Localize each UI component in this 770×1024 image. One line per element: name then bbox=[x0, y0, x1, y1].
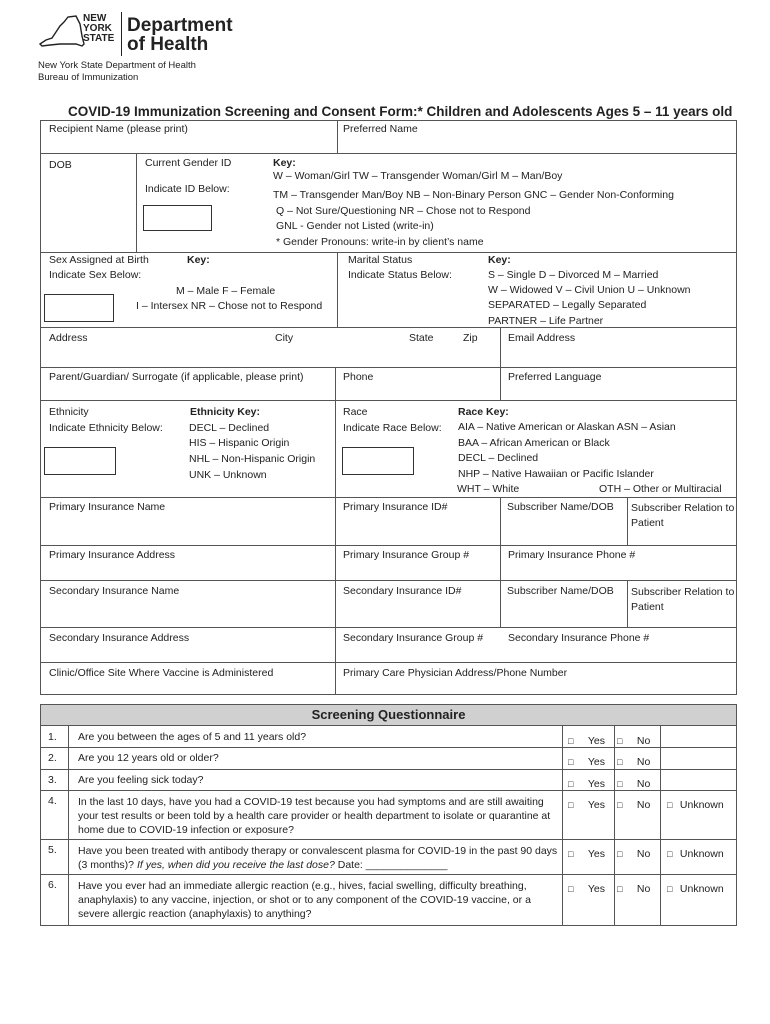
preferred-language-label: Preferred Language bbox=[508, 371, 602, 383]
logo-ny-state: NEW YORK STATE bbox=[83, 13, 115, 44]
yes-label: Yes bbox=[587, 848, 606, 860]
primary-insurance-name-label: Primary Insurance Name bbox=[49, 501, 166, 513]
race-input[interactable] bbox=[342, 447, 414, 475]
subscriber-name-dob-label: Subscriber Name/DOB bbox=[507, 501, 614, 513]
q5-no-option[interactable] bbox=[617, 844, 650, 862]
race-key-line: OTH – Other or Multiracial bbox=[599, 483, 722, 495]
no-label: No bbox=[636, 848, 651, 860]
address-label: Address bbox=[49, 332, 88, 344]
checkbox-icon: □ bbox=[568, 779, 574, 789]
recipient-name-label: Recipient Name (please print) bbox=[49, 123, 188, 135]
questionnaire-title: Screening Questionnaire bbox=[311, 707, 466, 722]
secondary-insurance-name-label: Secondary Insurance Name bbox=[49, 585, 180, 597]
ethnicity-key-line: DECL – Declined bbox=[189, 422, 270, 434]
q2-yes-option[interactable] bbox=[568, 752, 605, 770]
indicate-sex-label: Indicate Sex Below: bbox=[49, 269, 142, 281]
question-number: 4. bbox=[48, 795, 57, 807]
gender-key-line: TM – Transgender Man/Boy NB – Non-Binary Person GNC – Gender Non-Conforming bbox=[273, 189, 674, 201]
checkbox-icon: □ bbox=[617, 736, 623, 746]
race-key-line: AIA – Native American or Alaskan ASN – Asian bbox=[458, 421, 676, 433]
questionnaire-header bbox=[40, 704, 737, 726]
q6-yes-option[interactable] bbox=[568, 879, 605, 897]
secondary-insurance-address-label: Secondary Insurance Address bbox=[49, 632, 190, 644]
question-text-main: Have you been treated with antibody therapy or convalescent plasma for COVID-19 in the past 90 days (3 months)? bbox=[78, 845, 558, 871]
no-label: No bbox=[636, 735, 651, 747]
marital-key-title: Key: bbox=[488, 254, 511, 266]
zip-label: Zip bbox=[463, 332, 478, 344]
question-date-field[interactable]: Date: ______________ bbox=[334, 859, 448, 871]
q3-no-option[interactable] bbox=[617, 774, 650, 792]
yes-label: Yes bbox=[587, 799, 606, 811]
parent-guardian-label: Parent/Guardian/ Surrogate (if applicable, please print) bbox=[49, 371, 304, 383]
sex-key-line: M – Male F – Female bbox=[176, 285, 276, 297]
header-subtitle-1: New York State Department of Health bbox=[38, 60, 196, 71]
ethnicity-key-line: HIS – Hispanic Origin bbox=[189, 437, 290, 449]
question-text-italic: If yes, when did you receive the last dose? bbox=[136, 859, 335, 871]
checkbox-icon: □ bbox=[617, 849, 623, 859]
yes-label: Yes bbox=[587, 756, 606, 768]
no-label: No bbox=[636, 883, 651, 895]
question-number: 1. bbox=[48, 731, 57, 743]
dob-label: DOB bbox=[49, 159, 72, 171]
address-field[interactable] bbox=[41, 346, 499, 366]
no-label: No bbox=[636, 799, 651, 811]
logo-department: Department of Health bbox=[127, 15, 233, 55]
unknown-label: Unknown bbox=[679, 883, 724, 895]
pcp-label: Primary Care Physician Address/Phone Number bbox=[343, 667, 568, 679]
question-text bbox=[78, 844, 560, 872]
secondary-subscriber-name-dob-label: Subscriber Name/DOB bbox=[507, 585, 614, 597]
city-label: City bbox=[275, 332, 294, 344]
primary-insurance-address-label: Primary Insurance Address bbox=[49, 549, 176, 561]
no-label: No bbox=[636, 778, 651, 790]
marital-key-line: PARTNER – Life Partner bbox=[488, 315, 604, 327]
checkbox-icon: □ bbox=[617, 800, 623, 810]
race-key-title: Race Key: bbox=[458, 406, 509, 418]
ethnicity-key-line: NHL – Non-Hispanic Origin bbox=[189, 453, 316, 465]
sex-key-title: Key: bbox=[187, 254, 210, 266]
checkbox-icon: □ bbox=[667, 800, 673, 810]
secondary-insurance-group-label: Secondary Insurance Group # bbox=[343, 632, 484, 644]
state-label: State bbox=[409, 332, 434, 344]
q3-yes-option[interactable] bbox=[568, 774, 605, 792]
yes-label: Yes bbox=[587, 883, 606, 895]
yes-label: Yes bbox=[587, 778, 606, 790]
email-field[interactable] bbox=[501, 346, 736, 366]
q1-no-option[interactable] bbox=[617, 731, 650, 749]
ethnicity-label: Ethnicity bbox=[49, 406, 89, 418]
checkbox-icon: □ bbox=[617, 779, 623, 789]
question-text: In the last 10 days, have you had a COVID-19 test because you had symptoms and are still awaiting your test results or been told by a health care provider or health department to isolate or quarantine at home due to COVID-19 infection or exposure? bbox=[78, 796, 551, 836]
marital-status-label: Marital Status bbox=[348, 254, 413, 266]
gender-key-title: Key: bbox=[273, 157, 296, 169]
q6-unknown-option[interactable] bbox=[667, 879, 724, 897]
question-text: Have you ever had an immediate allergic reaction (e.g., hives, facial swelling, difficulty breathing, anaphylaxis) to any vaccine, injection, or shot or to any component of the COVID-19 vaccine, or a severe allergic reaction (anaphylaxis) to anything? bbox=[78, 880, 531, 920]
gender-key-line: GNL - Gender not Listed (write-in) bbox=[276, 220, 434, 232]
secondary-insurance-id-label: Secondary Insurance ID# bbox=[343, 585, 462, 597]
question-number: 5. bbox=[48, 844, 57, 856]
gender-key-line: * Gender Pronouns: write-in by client’s name bbox=[276, 236, 484, 248]
unknown-label: Unknown bbox=[679, 848, 724, 860]
subscriber-relation-label: Subscriber Relation to Patient bbox=[631, 502, 735, 529]
preferred-name-field[interactable] bbox=[338, 136, 736, 152]
ethnicity-key-line: UNK – Unknown bbox=[189, 469, 267, 481]
header-subtitle-2: Bureau of Immunization bbox=[38, 72, 139, 83]
gender-id-input[interactable] bbox=[143, 205, 212, 231]
marital-key-line: SEPARATED – Legally Separated bbox=[488, 299, 647, 311]
secondary-subscriber-relation-label: Subscriber Relation to Patient bbox=[631, 586, 735, 613]
checkbox-icon: □ bbox=[568, 849, 574, 859]
question-number: 3. bbox=[48, 774, 57, 786]
indicate-ethnicity-label: Indicate Ethnicity Below: bbox=[49, 422, 163, 434]
checkbox-icon: □ bbox=[667, 849, 673, 859]
q5-yes-option[interactable] bbox=[568, 844, 605, 862]
question-text: Are you 12 years old or older? bbox=[78, 752, 219, 764]
marital-key-line: S – Single D – Divorced M – Married bbox=[488, 269, 659, 281]
q4-yes-option[interactable] bbox=[568, 795, 605, 813]
no-label: No bbox=[636, 756, 651, 768]
sex-key-line: I – Intersex NR – Chose not to Respond bbox=[136, 300, 323, 312]
yes-label: Yes bbox=[587, 735, 606, 747]
checkbox-icon: □ bbox=[568, 884, 574, 894]
ethnicity-input[interactable] bbox=[44, 447, 116, 475]
page-title: COVID-19 Immunization Screening and Consent Form:* Children and Adolescents Ages 5 – 11 years old bbox=[68, 104, 733, 119]
checkbox-icon: □ bbox=[568, 757, 574, 767]
question-number: 6. bbox=[48, 879, 57, 891]
checkbox-icon: □ bbox=[568, 800, 574, 810]
clinic-site-label: Clinic/Office Site Where Vaccine is Administered bbox=[49, 667, 274, 679]
checkbox-icon: □ bbox=[617, 757, 623, 767]
recipient-name-field[interactable] bbox=[41, 136, 336, 152]
race-label: Race bbox=[343, 406, 368, 418]
q4-no-option[interactable] bbox=[617, 795, 650, 813]
q6-no-option[interactable] bbox=[617, 879, 650, 897]
indicate-id-label: Indicate ID Below: bbox=[145, 183, 230, 195]
logo-divider bbox=[121, 12, 122, 56]
phone-label: Phone bbox=[343, 371, 374, 383]
gender-key-line: Q – Not Sure/Questioning NR – Chose not to Respond bbox=[276, 205, 531, 217]
question-text: Are you feeling sick today? bbox=[78, 774, 204, 786]
race-key-line: WHT – White bbox=[457, 483, 520, 495]
dob-field[interactable] bbox=[41, 175, 135, 251]
indicate-race-label: Indicate Race Below: bbox=[343, 422, 442, 434]
q5-unknown-option[interactable] bbox=[667, 844, 724, 862]
checkbox-icon: □ bbox=[617, 884, 623, 894]
q1-yes-option[interactable] bbox=[568, 731, 605, 749]
checkbox-icon: □ bbox=[568, 736, 574, 746]
primary-insurance-phone-label: Primary Insurance Phone # bbox=[508, 549, 636, 561]
race-key-line: NHP – Native Hawaiian or Pacific Islander bbox=[458, 468, 654, 480]
new-york-state-map-icon bbox=[38, 14, 86, 48]
q4-unknown-option[interactable] bbox=[667, 795, 724, 813]
race-key-line: BAA – African American or Black bbox=[458, 437, 610, 449]
checkbox-icon: □ bbox=[667, 884, 673, 894]
question-number: 2. bbox=[48, 752, 57, 764]
primary-insurance-id-label: Primary Insurance ID# bbox=[343, 501, 448, 513]
race-key-line: DECL – Declined bbox=[458, 452, 539, 464]
unknown-label: Unknown bbox=[679, 799, 724, 811]
secondary-insurance-phone-label: Secondary Insurance Phone # bbox=[508, 632, 650, 644]
ethnicity-key-title: Ethnicity Key: bbox=[190, 406, 261, 418]
q2-no-option[interactable] bbox=[617, 752, 650, 770]
sex-input[interactable] bbox=[44, 294, 114, 322]
preferred-name-label: Preferred Name bbox=[343, 123, 418, 135]
marital-key-line: W – Widowed V – Civil Union U – Unknown bbox=[488, 284, 691, 296]
primary-insurance-group-label: Primary Insurance Group # bbox=[343, 549, 470, 561]
gender-id-label: Current Gender ID bbox=[145, 157, 232, 169]
sex-birth-label: Sex Assigned at Birth bbox=[49, 254, 149, 266]
question-text: Are you between the ages of 5 and 11 years old? bbox=[78, 731, 307, 743]
gender-key-line: W – Woman/Girl TW – Transgender Woman/Girl M – Man/Boy bbox=[273, 170, 563, 182]
email-label: Email Address bbox=[508, 332, 576, 344]
indicate-status-label: Indicate Status Below: bbox=[348, 269, 452, 281]
